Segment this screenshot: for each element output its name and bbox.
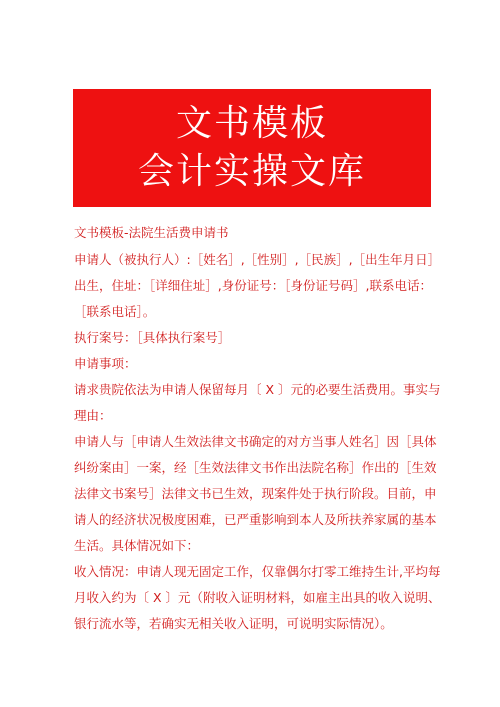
income-paragraph: 收入情况：申请人现无固定工作，仅靠偶尔打零工维持生计,平均每月收入约为〔 X 〕元（附收入证明材料，如雇主出具的收入说明、银行流水等，若确实无相关收入证明，可说明实际情况）。 <box>74 564 441 631</box>
document-body <box>74 221 444 637</box>
application-items-heading: 申请事项： <box>74 356 137 371</box>
applicant-info-paragraph: 申请人（被执行人）:［姓名］,［性别］,［民族］,［出生年月日］出生，住址：［详细住址］,身份证号：［身份证号码］,联系电话：［联系电话］。 <box>74 252 441 319</box>
background-paragraph: 申请人与［申请人生效法律文书确定的对方当事人姓名］因［具体纠纷案由］一案，经［生效法律文书作出法院名称］作出的［生效法律文书案号］法律文书已生效，现案件处于执行阶段。目前，申请人的经济状况极度困难，已严重影响到本人及所扶养家属的基本生活。具体情况如下： <box>74 434 437 553</box>
banner-title-line-2: 会计实操文库 <box>137 151 366 192</box>
document-title: 文书模板-法院生活费申请书 <box>74 225 229 240</box>
case-number-paragraph: 执行案号：［具体执行案号］ <box>74 330 231 345</box>
request-paragraph: 请求贵院依法为申请人保留每月〔 X 〕元的必要生活费用。事实与理由： <box>74 382 441 423</box>
title-banner <box>73 89 431 207</box>
banner-title-line-1: 文书模板 <box>175 103 328 144</box>
